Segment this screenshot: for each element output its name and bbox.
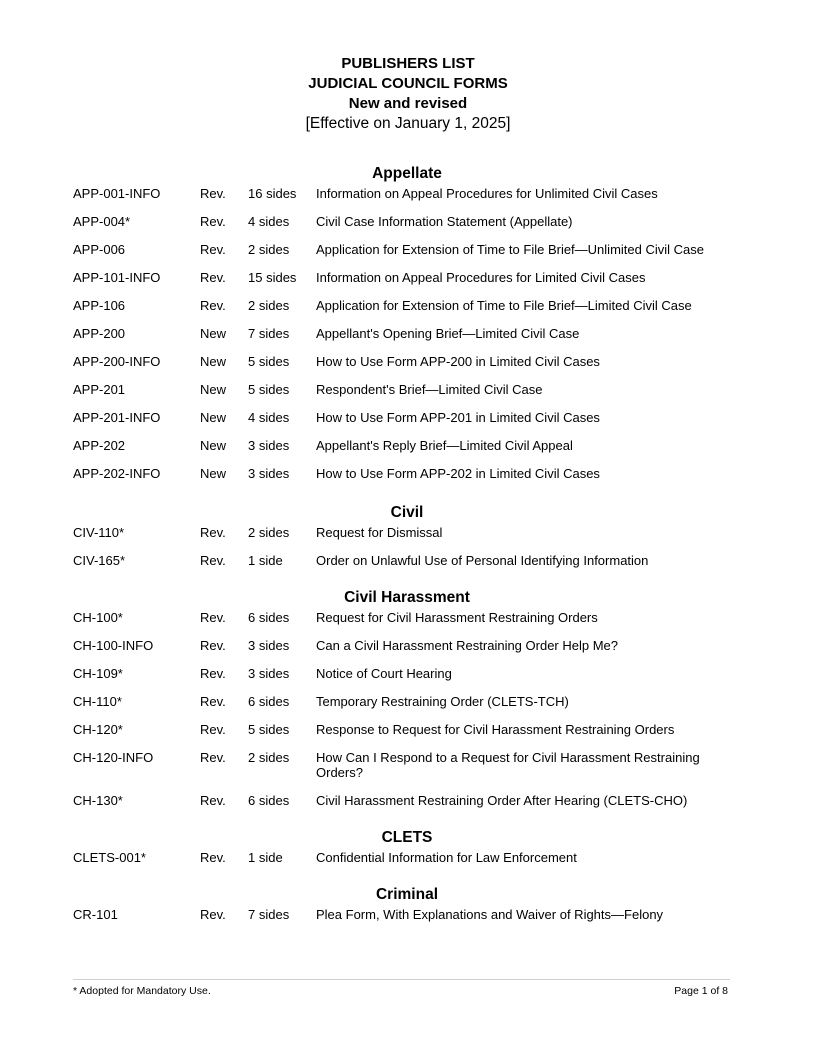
- form-row: [73, 525, 733, 540]
- form-sides: 4 sides: [248, 214, 290, 229]
- form-code: CH-110*: [73, 694, 122, 709]
- form-title: Application for Extension of Time to File Brief—Unlimited Civil Case: [316, 242, 704, 257]
- form-code: APP-200-INFO: [73, 354, 161, 369]
- form-status: Rev.: [200, 750, 226, 765]
- form-code: CH-109*: [73, 666, 123, 681]
- form-status: Rev.: [200, 270, 226, 285]
- form-row: [73, 907, 733, 922]
- form-title: Request for Civil Harassment Restraining Orders: [316, 610, 598, 625]
- form-status: New: [200, 438, 227, 453]
- form-row: [73, 438, 733, 453]
- section-criminal: [73, 885, 733, 922]
- form-row: [73, 793, 733, 808]
- form-title: Temporary Restraining Order (CLETS-TCH): [316, 694, 569, 709]
- form-code: APP-200: [73, 326, 126, 341]
- form-status: New: [200, 410, 227, 425]
- form-row: [73, 666, 733, 681]
- form-status: Rev.: [200, 242, 226, 257]
- form-sides: 2 sides: [248, 750, 290, 765]
- form-row: [73, 610, 733, 625]
- form-status: Rev.: [200, 638, 226, 653]
- form-title: How Can I Respond to a Request for Civil Harassment Restraining Orders?: [316, 750, 700, 780]
- section-title: CLETS: [381, 829, 433, 846]
- form-code: APP-004*: [73, 214, 131, 229]
- form-title: Request for Dismissal: [316, 525, 443, 540]
- form-sides: 15 sides: [248, 270, 297, 285]
- section-title: Appellate: [372, 165, 442, 182]
- form-code: APP-201: [73, 382, 126, 397]
- form-row: [73, 214, 733, 229]
- form-code: CH-120*: [73, 722, 123, 737]
- form-row: [73, 638, 733, 653]
- form-status: New: [200, 354, 227, 369]
- form-sides: 3 sides: [248, 638, 290, 653]
- form-status: Rev.: [200, 722, 226, 737]
- form-sides: 6 sides: [248, 610, 290, 625]
- form-title: Can a Civil Harassment Restraining Order Help Me?: [316, 638, 619, 653]
- form-code: CH-100*: [73, 610, 123, 625]
- form-sides: 16 sides: [248, 186, 297, 201]
- form-sides: 5 sides: [248, 382, 290, 397]
- form-sides: 2 sides: [248, 525, 290, 540]
- section-civil: [73, 503, 733, 568]
- form-status: Rev.: [200, 793, 226, 808]
- form-sides: 5 sides: [248, 354, 290, 369]
- list-title: PUBLISHERS LIST: [341, 55, 475, 72]
- form-row: [73, 354, 733, 369]
- form-title: Notice of Court Hearing: [316, 666, 452, 681]
- form-status: Rev.: [200, 186, 226, 201]
- form-code: CIV-165*: [73, 553, 126, 568]
- form-row: [73, 410, 733, 425]
- form-sides: 6 sides: [248, 793, 290, 808]
- form-title: Information on Appeal Procedures for Unlimited Civil Cases: [316, 186, 658, 201]
- form-status: New: [200, 382, 227, 397]
- form-sides: 2 sides: [248, 298, 290, 313]
- form-code: APP-201-INFO: [73, 410, 161, 425]
- effective-date: [Effective on January 1, 2025]: [305, 115, 511, 132]
- section-title: Criminal: [375, 886, 438, 903]
- form-row: [73, 326, 733, 341]
- form-status: Rev.: [200, 553, 226, 568]
- form-row: [73, 722, 733, 737]
- form-row: [73, 242, 733, 257]
- form-sides: 3 sides: [248, 438, 290, 453]
- form-sides: 6 sides: [248, 694, 290, 709]
- form-title: Application for Extension of Time to File Brief—Limited Civil Case: [316, 298, 692, 313]
- form-status: New: [200, 326, 227, 341]
- form-code: CH-120-INFO: [73, 750, 154, 765]
- section-title: Civil: [390, 504, 424, 521]
- form-status: New: [200, 466, 227, 481]
- form-row: [73, 850, 733, 865]
- form-row: [73, 694, 733, 709]
- form-sides: 3 sides: [248, 666, 290, 681]
- list-subtitle: JUDICIAL COUNCIL FORMS: [308, 75, 508, 92]
- list-scope: New and revised: [348, 95, 468, 112]
- footer-divider: [73, 979, 730, 980]
- section-title: Civil Harassment: [344, 589, 470, 606]
- form-status: Rev.: [200, 610, 226, 625]
- form-row: [73, 553, 733, 568]
- form-code: CR-101: [73, 907, 118, 922]
- form-status: Rev.: [200, 694, 226, 709]
- form-code: CH-130*: [73, 793, 123, 808]
- form-status: Rev.: [200, 298, 226, 313]
- form-code: APP-006: [73, 242, 126, 257]
- form-sides: 1 side: [248, 850, 283, 865]
- footnote: * Adopted for Mandatory Use.: [73, 985, 211, 997]
- form-row: [73, 270, 733, 285]
- form-row: [73, 382, 733, 397]
- form-title: Plea Form, With Explanations and Waiver of Rights—Felony: [316, 907, 664, 922]
- form-sides: 1 side: [248, 553, 283, 568]
- form-code: APP-106: [73, 298, 126, 313]
- form-row: [73, 466, 733, 481]
- document-header: [0, 54, 816, 134]
- form-title: How to Use Form APP-202 in Limited Civil Cases: [316, 466, 600, 481]
- page-number: Page 1 of 8: [674, 985, 728, 997]
- form-title: Civil Harassment Restraining Order After Hearing (CLETS-CHO): [316, 793, 688, 808]
- form-code: CH-100-INFO: [73, 638, 154, 653]
- form-status: Rev.: [200, 214, 226, 229]
- form-sides: 5 sides: [248, 722, 290, 737]
- form-sides: 7 sides: [248, 907, 290, 922]
- section-appellate: [73, 164, 733, 481]
- form-sides: 4 sides: [248, 410, 290, 425]
- form-status: Rev.: [200, 666, 226, 681]
- form-code: CLETS-001*: [73, 850, 146, 865]
- form-title: Confidential Information for Law Enforcement: [316, 850, 577, 865]
- form-code: APP-202-INFO: [73, 466, 161, 481]
- form-title: Order on Unlawful Use of Personal Identifying Information: [316, 553, 649, 568]
- form-title: Appellant's Opening Brief—Limited Civil Case: [316, 326, 580, 341]
- section-clets: [73, 828, 733, 865]
- form-title: Information on Appeal Procedures for Limited Civil Cases: [316, 270, 646, 285]
- form-status: Rev.: [200, 907, 226, 922]
- form-code: APP-202: [73, 438, 126, 453]
- form-status: Rev.: [200, 525, 226, 540]
- form-title: How to Use Form APP-201 in Limited Civil Cases: [316, 410, 600, 425]
- form-title: Civil Case Information Statement (Appellate): [316, 214, 573, 229]
- form-title: How to Use Form APP-200 in Limited Civil Cases: [316, 354, 600, 369]
- form-title: Respondent's Brief—Limited Civil Case: [316, 382, 543, 397]
- form-status: Rev.: [200, 850, 226, 865]
- form-row: [73, 750, 733, 780]
- form-sides: 3 sides: [248, 466, 290, 481]
- forms-list: [73, 164, 733, 930]
- form-title: Response to Request for Civil Harassment Restraining Orders: [316, 722, 675, 737]
- form-code: APP-101-INFO: [73, 270, 161, 285]
- form-title: Appellant's Reply Brief—Limited Civil Appeal: [316, 438, 573, 453]
- form-row: [73, 186, 733, 201]
- form-code: CIV-110*: [73, 525, 125, 540]
- form-row: [73, 298, 733, 313]
- section-civil-harassment: [73, 588, 733, 808]
- form-code: APP-001-INFO: [73, 186, 161, 201]
- form-sides: 2 sides: [248, 242, 290, 257]
- form-sides: 7 sides: [248, 326, 290, 341]
